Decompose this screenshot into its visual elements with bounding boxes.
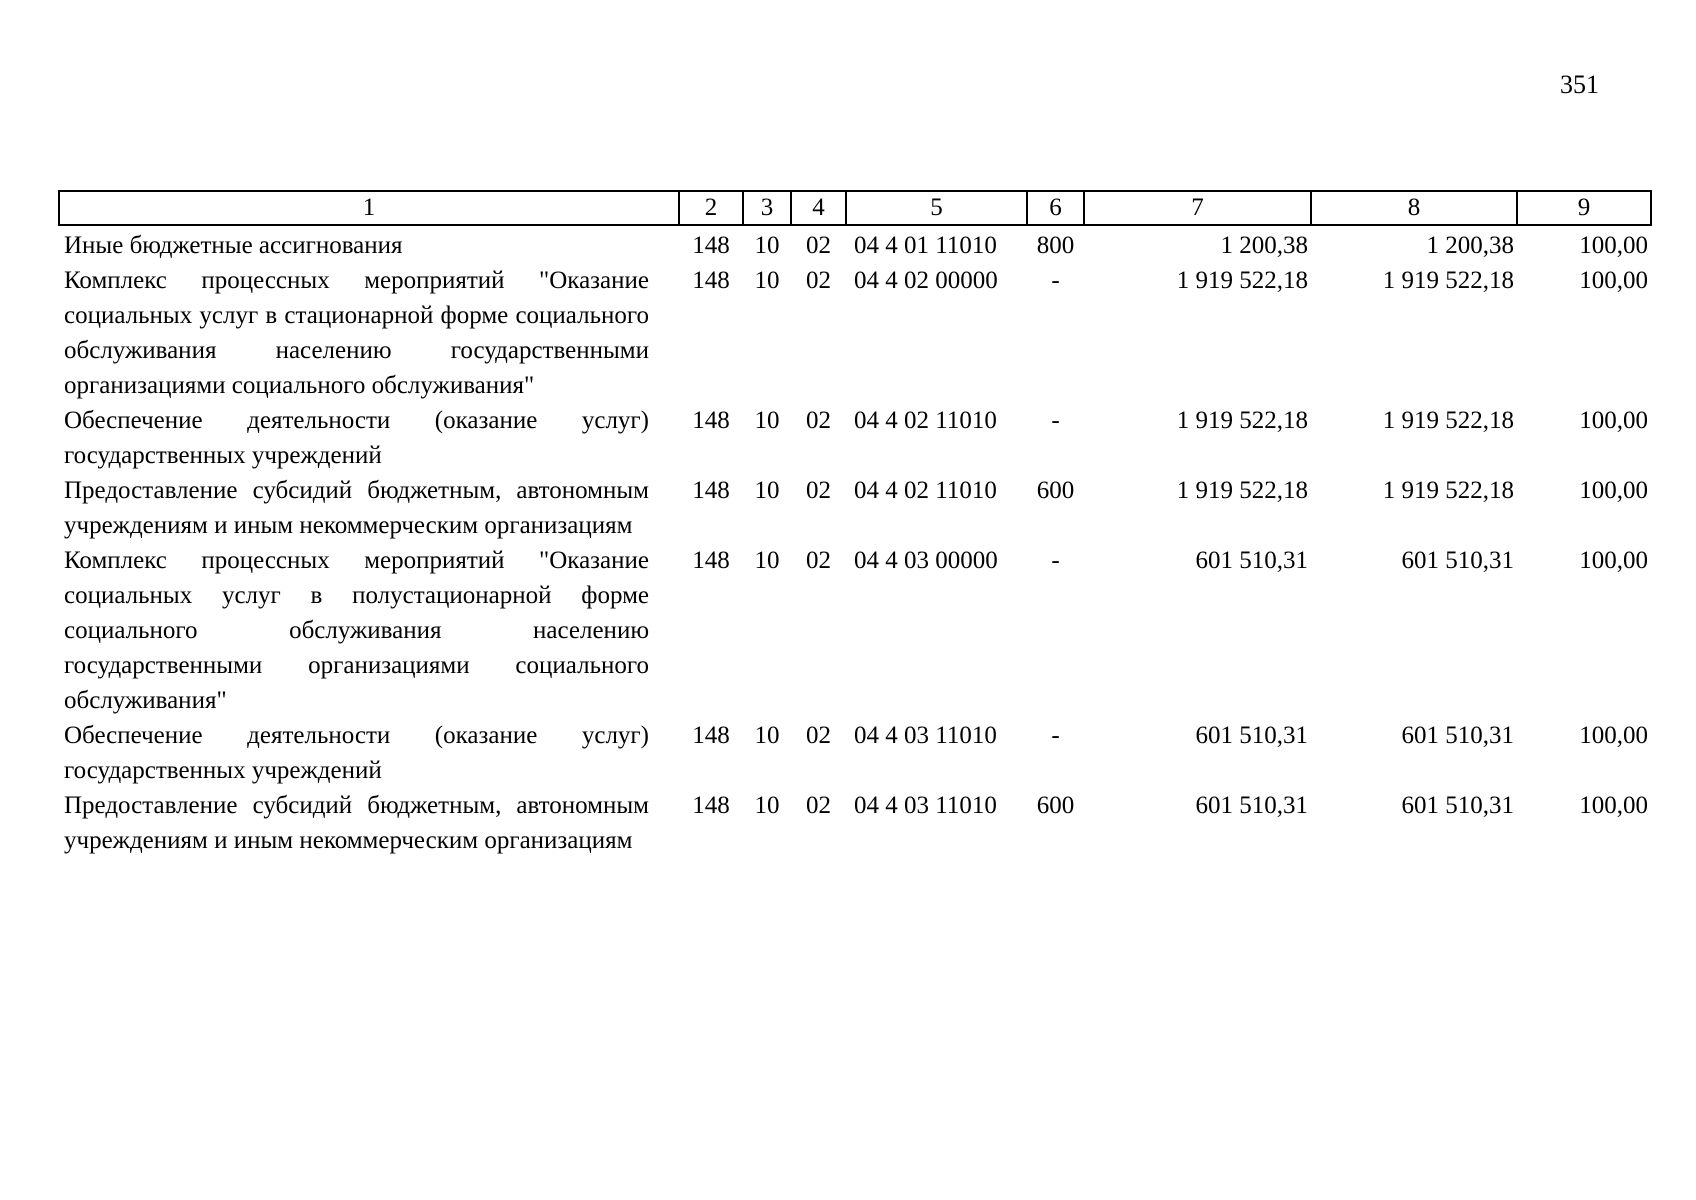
row-expense-type: 600 [1036, 477, 1075, 504]
row-expense-type: - [1051, 407, 1060, 434]
row-target-article: 04 4 02 11010 [854, 477, 997, 504]
table-row [59, 263, 1651, 403]
row-target-article: 04 4 03 11010 [854, 792, 997, 819]
row-ministry-code: 148 [692, 722, 730, 749]
row-amount-executed: 1 200,38 [1426, 232, 1514, 259]
row-section: 10 [754, 407, 780, 434]
row-section: 10 [754, 792, 780, 819]
column-header-3: 3 [743, 191, 791, 225]
row-section: 10 [754, 722, 780, 749]
row-name: Обеспечение деятельности (оказание услуг) государственных учреждений [64, 407, 649, 469]
column-header-4: 4 [791, 191, 846, 225]
row-amount-planned: 601 510,31 [1195, 722, 1308, 749]
row-target-article: 04 4 03 00000 [854, 547, 998, 574]
row-amount-executed: 1 919 522,18 [1382, 407, 1514, 434]
row-amount-executed: 601 510,31 [1401, 722, 1514, 749]
row-amount-planned: 1 919 522,18 [1176, 477, 1308, 504]
row-ministry-code: 148 [692, 477, 730, 504]
row-expense-type: - [1051, 722, 1060, 749]
column-header-8: 8 [1311, 191, 1517, 225]
row-ministry-code: 148 [692, 232, 730, 259]
row-amount-planned: 601 510,31 [1195, 547, 1308, 574]
row-percent: 100,00 [1579, 407, 1648, 434]
row-expense-type: 600 [1036, 792, 1075, 819]
row-subsection: 02 [806, 477, 831, 504]
column-header-1: 1 [59, 191, 679, 225]
table-row [59, 543, 1651, 718]
row-ministry-code: 148 [692, 792, 730, 819]
row-target-article: 04 4 03 11010 [854, 722, 997, 749]
table-row [59, 788, 1651, 858]
row-subsection: 02 [806, 722, 831, 749]
row-expense-type: 800 [1036, 232, 1075, 259]
column-header-2: 2 [679, 191, 743, 225]
row-percent: 100,00 [1579, 792, 1648, 819]
row-percent: 100,00 [1579, 477, 1648, 504]
budget-table [58, 190, 1652, 858]
row-name: Обеспечение деятельности (оказание услуг) государственных учреждений [64, 722, 649, 784]
row-target-article: 04 4 02 00000 [854, 267, 998, 294]
row-name: Комплекс процессных мероприятий "Оказание социальных услуг в стационарной форме социального обслуживания населению государственными организациями социального обслуживания" [64, 267, 649, 399]
row-amount-planned: 1 919 522,18 [1176, 407, 1308, 434]
row-amount-executed: 601 510,31 [1401, 547, 1514, 574]
row-expense-type: - [1051, 547, 1060, 574]
column-header-6: 6 [1027, 191, 1084, 225]
row-subsection: 02 [806, 232, 831, 259]
column-header-5: 5 [846, 191, 1027, 225]
row-subsection: 02 [806, 547, 831, 574]
row-section: 10 [754, 232, 780, 259]
row-percent: 100,00 [1579, 722, 1648, 749]
row-percent: 100,00 [1579, 547, 1648, 574]
row-ministry-code: 148 [692, 267, 730, 294]
row-section: 10 [754, 267, 780, 294]
row-amount-executed: 601 510,31 [1401, 792, 1514, 819]
row-name: Предоставление субсидий бюджетным, автономным учреждениям и иным некоммерческим организациям [64, 477, 649, 539]
row-target-article: 04 4 02 11010 [854, 407, 997, 434]
row-amount-executed: 1 919 522,18 [1382, 477, 1514, 504]
row-subsection: 02 [806, 407, 831, 434]
row-subsection: 02 [806, 792, 831, 819]
row-amount-executed: 1 919 522,18 [1382, 267, 1514, 294]
row-ministry-code: 148 [692, 407, 730, 434]
table-row [59, 225, 1651, 263]
row-name: Иные бюджетные ассигнования [64, 232, 403, 259]
row-name: Предоставление субсидий бюджетным, автономным учреждениям и иным некоммерческим организациям [64, 792, 649, 854]
table-row [59, 403, 1651, 473]
row-percent: 100,00 [1579, 267, 1648, 294]
table-row [59, 473, 1651, 543]
row-amount-planned: 601 510,31 [1195, 792, 1308, 819]
row-subsection: 02 [806, 267, 831, 294]
row-expense-type: - [1051, 267, 1060, 294]
column-header-7: 7 [1084, 191, 1311, 225]
table-row [59, 718, 1651, 788]
page-number: 351 [1560, 70, 1599, 99]
row-section: 10 [754, 547, 780, 574]
column-header-9: 9 [1517, 191, 1651, 225]
table-header-row [59, 191, 1651, 225]
row-amount-planned: 1 200,38 [1220, 232, 1308, 259]
row-target-article: 04 4 01 11010 [854, 232, 997, 259]
row-name: Комплекс процессных мероприятий "Оказание социальных услуг в полустационарной форме социального обслуживания населению государственными организациями социального обслуживания" [64, 547, 649, 714]
row-percent: 100,00 [1579, 232, 1648, 259]
row-amount-planned: 1 919 522,18 [1176, 267, 1308, 294]
row-section: 10 [754, 477, 780, 504]
row-ministry-code: 148 [692, 547, 730, 574]
